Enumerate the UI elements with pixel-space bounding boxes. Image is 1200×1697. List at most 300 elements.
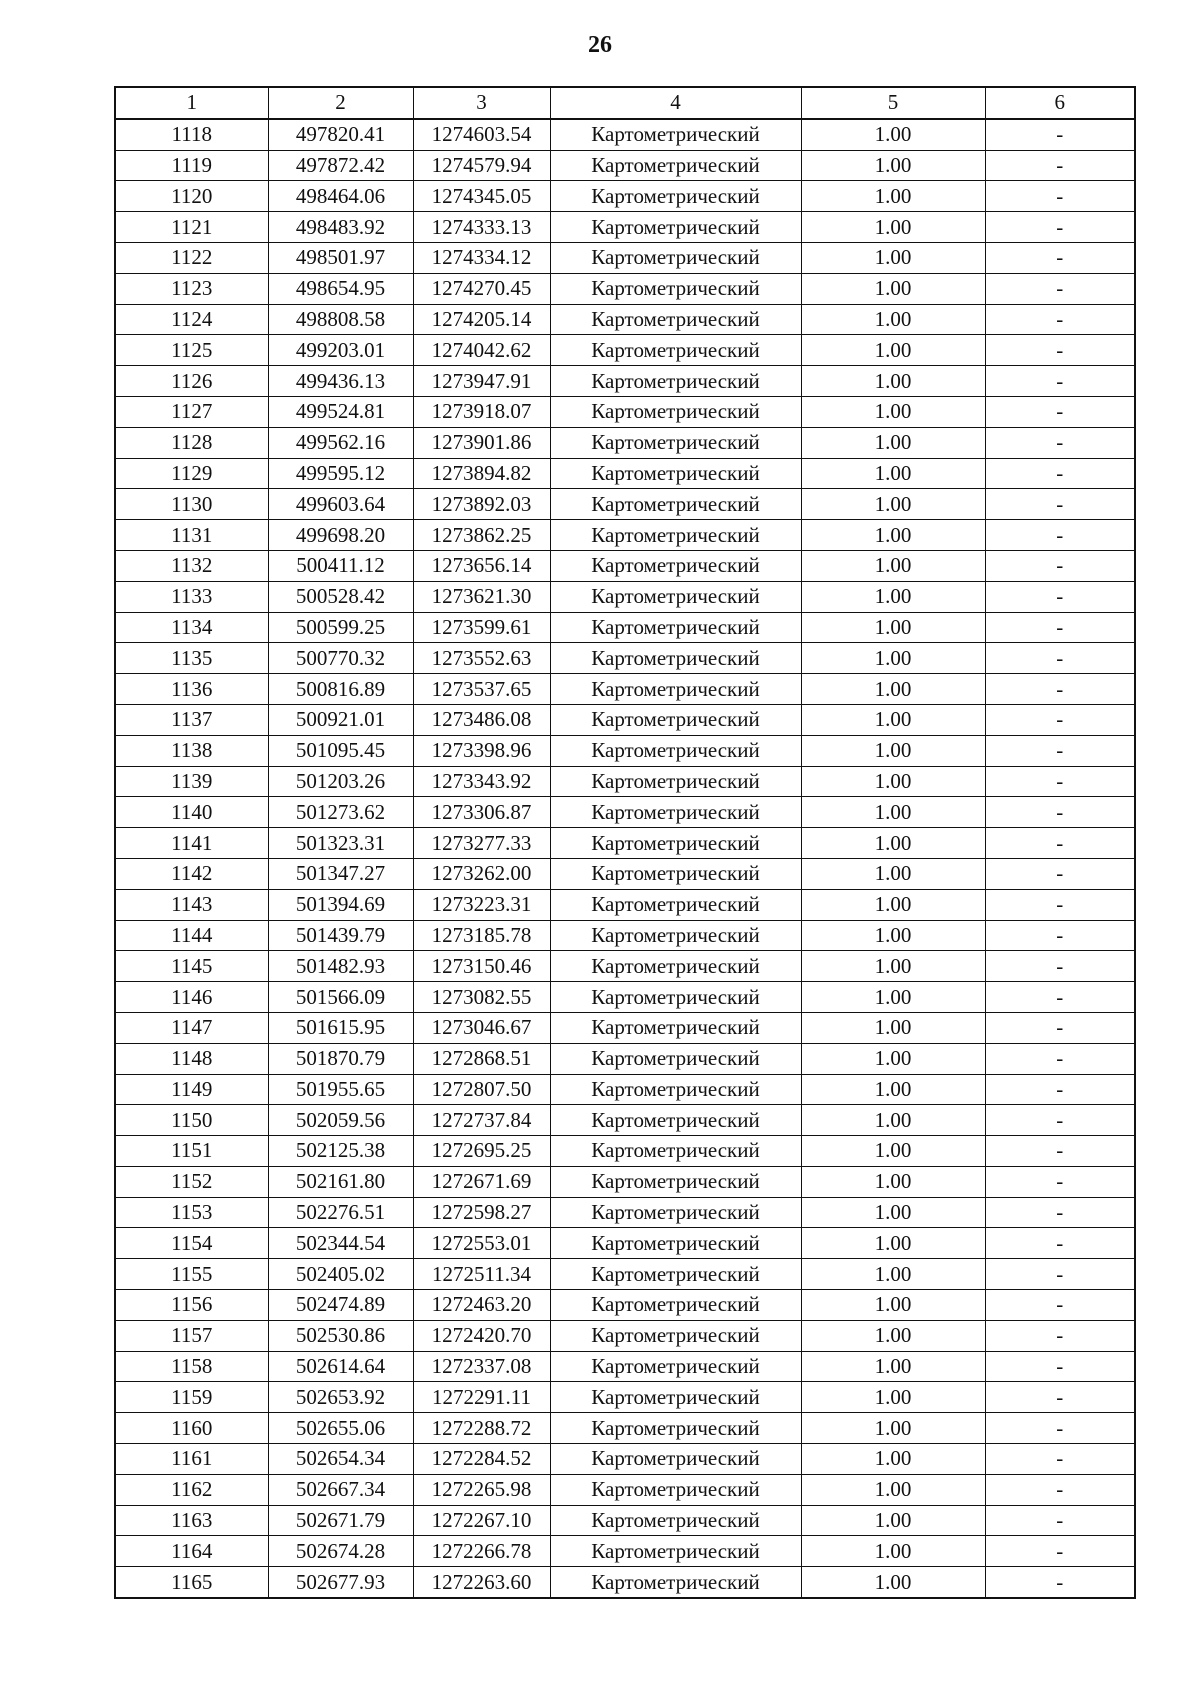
point-number-cell: 1129 <box>115 458 268 489</box>
accuracy-cell: 1.00 <box>801 920 985 951</box>
table-row <box>115 797 1135 828</box>
note-cell: - <box>985 427 1135 458</box>
note-cell: - <box>985 119 1135 150</box>
method-cell: Картометрический <box>550 150 801 181</box>
x-coordinate-cell: 501566.09 <box>268 982 413 1013</box>
point-number-cell: 1151 <box>115 1136 268 1167</box>
y-coordinate-cell: 1273262.00 <box>413 858 550 889</box>
accuracy-cell: 1.00 <box>801 366 985 397</box>
method-cell: Картометрический <box>550 1505 801 1536</box>
note-cell: - <box>985 1382 1135 1413</box>
point-number-cell: 1134 <box>115 612 268 643</box>
x-coordinate-cell: 502276.51 <box>268 1197 413 1228</box>
table-row <box>115 1382 1135 1413</box>
method-cell: Картометрический <box>550 273 801 304</box>
x-coordinate-cell: 502059.56 <box>268 1105 413 1136</box>
note-cell: - <box>985 1043 1135 1074</box>
x-coordinate-cell: 501095.45 <box>268 735 413 766</box>
table-row <box>115 458 1135 489</box>
note-cell: - <box>985 1320 1135 1351</box>
y-coordinate-cell: 1272553.01 <box>413 1228 550 1259</box>
x-coordinate-cell: 498464.06 <box>268 181 413 212</box>
y-coordinate-cell: 1272420.70 <box>413 1320 550 1351</box>
table-row <box>115 550 1135 581</box>
note-cell: - <box>985 920 1135 951</box>
x-coordinate-cell: 501394.69 <box>268 889 413 920</box>
table-row <box>115 150 1135 181</box>
method-cell: Картометрический <box>550 212 801 243</box>
y-coordinate-cell: 1273656.14 <box>413 550 550 581</box>
table-row <box>115 1259 1135 1290</box>
table-row <box>115 858 1135 889</box>
method-cell: Картометрический <box>550 581 801 612</box>
accuracy-cell: 1.00 <box>801 119 985 150</box>
y-coordinate-cell: 1273082.55 <box>413 982 550 1013</box>
note-cell: - <box>985 797 1135 828</box>
y-coordinate-cell: 1272266.78 <box>413 1536 550 1567</box>
accuracy-cell: 1.00 <box>801 1320 985 1351</box>
accuracy-cell: 1.00 <box>801 1351 985 1382</box>
accuracy-cell: 1.00 <box>801 1413 985 1444</box>
point-number-cell: 1160 <box>115 1413 268 1444</box>
note-cell: - <box>985 982 1135 1013</box>
table-row <box>115 273 1135 304</box>
y-coordinate-cell: 1272671.69 <box>413 1166 550 1197</box>
table-row <box>115 1290 1135 1321</box>
y-coordinate-cell: 1274334.12 <box>413 242 550 273</box>
x-coordinate-cell: 502677.93 <box>268 1567 413 1598</box>
x-coordinate-cell: 502125.38 <box>268 1136 413 1167</box>
point-number-cell: 1132 <box>115 550 268 581</box>
note-cell: - <box>985 1290 1135 1321</box>
y-coordinate-cell: 1272695.25 <box>413 1136 550 1167</box>
method-cell: Картометрический <box>550 458 801 489</box>
x-coordinate-cell: 499436.13 <box>268 366 413 397</box>
accuracy-cell: 1.00 <box>801 520 985 551</box>
point-number-cell: 1161 <box>115 1444 268 1475</box>
y-coordinate-cell: 1273306.87 <box>413 797 550 828</box>
x-coordinate-cell: 500921.01 <box>268 704 413 735</box>
table-row <box>115 1444 1135 1475</box>
accuracy-cell: 1.00 <box>801 304 985 335</box>
table-row <box>115 1567 1135 1598</box>
y-coordinate-cell: 1272265.98 <box>413 1474 550 1505</box>
method-cell: Картометрический <box>550 1166 801 1197</box>
y-coordinate-cell: 1274345.05 <box>413 181 550 212</box>
y-coordinate-cell: 1273150.46 <box>413 951 550 982</box>
method-cell: Картометрический <box>550 704 801 735</box>
point-number-cell: 1133 <box>115 581 268 612</box>
y-coordinate-cell: 1273621.30 <box>413 581 550 612</box>
point-number-cell: 1130 <box>115 489 268 520</box>
y-coordinate-cell: 1272284.52 <box>413 1444 550 1475</box>
x-coordinate-cell: 498654.95 <box>268 273 413 304</box>
method-cell: Картометрический <box>550 1536 801 1567</box>
table-row <box>115 1166 1135 1197</box>
method-cell: Картометрический <box>550 1136 801 1167</box>
table-row <box>115 1136 1135 1167</box>
point-number-cell: 1135 <box>115 643 268 674</box>
point-number-cell: 1124 <box>115 304 268 335</box>
x-coordinate-cell: 499603.64 <box>268 489 413 520</box>
method-cell: Картометрический <box>550 828 801 859</box>
accuracy-cell: 1.00 <box>801 1259 985 1290</box>
y-coordinate-cell: 1274205.14 <box>413 304 550 335</box>
accuracy-cell: 1.00 <box>801 1567 985 1598</box>
accuracy-cell: 1.00 <box>801 427 985 458</box>
table-row <box>115 982 1135 1013</box>
method-cell: Картометрический <box>550 1105 801 1136</box>
y-coordinate-cell: 1273046.67 <box>413 1012 550 1043</box>
table-row <box>115 119 1135 150</box>
point-number-cell: 1150 <box>115 1105 268 1136</box>
method-cell: Картометрический <box>550 119 801 150</box>
y-coordinate-cell: 1273223.31 <box>413 889 550 920</box>
point-number-cell: 1143 <box>115 889 268 920</box>
note-cell: - <box>985 212 1135 243</box>
table-row <box>115 735 1135 766</box>
note-cell: - <box>985 1474 1135 1505</box>
y-coordinate-cell: 1272267.10 <box>413 1505 550 1536</box>
x-coordinate-cell: 502405.02 <box>268 1259 413 1290</box>
point-number-cell: 1125 <box>115 335 268 366</box>
column-header-3: 3 <box>413 87 550 119</box>
accuracy-cell: 1.00 <box>801 889 985 920</box>
note-cell: - <box>985 366 1135 397</box>
method-cell: Картометрический <box>550 489 801 520</box>
x-coordinate-cell: 501439.79 <box>268 920 413 951</box>
column-header-1: 1 <box>115 87 268 119</box>
note-cell: - <box>985 1074 1135 1105</box>
y-coordinate-cell: 1273894.82 <box>413 458 550 489</box>
accuracy-cell: 1.00 <box>801 797 985 828</box>
y-coordinate-cell: 1273277.33 <box>413 828 550 859</box>
accuracy-cell: 1.00 <box>801 458 985 489</box>
method-cell: Картометрический <box>550 427 801 458</box>
note-cell: - <box>985 489 1135 520</box>
accuracy-cell: 1.00 <box>801 612 985 643</box>
point-number-cell: 1119 <box>115 150 268 181</box>
y-coordinate-cell: 1273486.08 <box>413 704 550 735</box>
table-row <box>115 889 1135 920</box>
accuracy-cell: 1.00 <box>801 735 985 766</box>
note-cell: - <box>985 396 1135 427</box>
accuracy-cell: 1.00 <box>801 1382 985 1413</box>
method-cell: Картометрический <box>550 1290 801 1321</box>
accuracy-cell: 1.00 <box>801 828 985 859</box>
point-number-cell: 1145 <box>115 951 268 982</box>
x-coordinate-cell: 502530.86 <box>268 1320 413 1351</box>
note-cell: - <box>985 766 1135 797</box>
note-cell: - <box>985 581 1135 612</box>
table-row <box>115 212 1135 243</box>
accuracy-cell: 1.00 <box>801 1290 985 1321</box>
accuracy-cell: 1.00 <box>801 1105 985 1136</box>
page-number: 26 <box>588 32 612 58</box>
note-cell: - <box>985 550 1135 581</box>
note-cell: - <box>985 1444 1135 1475</box>
accuracy-cell: 1.00 <box>801 181 985 212</box>
x-coordinate-cell: 499595.12 <box>268 458 413 489</box>
y-coordinate-cell: 1272868.51 <box>413 1043 550 1074</box>
table-row <box>115 396 1135 427</box>
method-cell: Картометрический <box>550 550 801 581</box>
table-row <box>115 951 1135 982</box>
y-coordinate-cell: 1272463.20 <box>413 1290 550 1321</box>
method-cell: Картометрический <box>550 858 801 889</box>
table-row <box>115 643 1135 674</box>
x-coordinate-cell: 499203.01 <box>268 335 413 366</box>
note-cell: - <box>985 150 1135 181</box>
point-number-cell: 1164 <box>115 1536 268 1567</box>
point-number-cell: 1146 <box>115 982 268 1013</box>
point-number-cell: 1136 <box>115 674 268 705</box>
x-coordinate-cell: 502667.34 <box>268 1474 413 1505</box>
note-cell: - <box>985 889 1135 920</box>
accuracy-cell: 1.00 <box>801 212 985 243</box>
column-header-5: 5 <box>801 87 985 119</box>
table-row <box>115 242 1135 273</box>
accuracy-cell: 1.00 <box>801 1197 985 1228</box>
accuracy-cell: 1.00 <box>801 1536 985 1567</box>
note-cell: - <box>985 704 1135 735</box>
note-cell: - <box>985 674 1135 705</box>
point-number-cell: 1154 <box>115 1228 268 1259</box>
table-row <box>115 1351 1135 1382</box>
y-coordinate-cell: 1274579.94 <box>413 150 550 181</box>
x-coordinate-cell: 502671.79 <box>268 1505 413 1536</box>
method-cell: Картометрический <box>550 366 801 397</box>
y-coordinate-cell: 1274042.62 <box>413 335 550 366</box>
x-coordinate-cell: 502655.06 <box>268 1413 413 1444</box>
accuracy-cell: 1.00 <box>801 1474 985 1505</box>
note-cell: - <box>985 1228 1135 1259</box>
table-row <box>115 1105 1135 1136</box>
accuracy-cell: 1.00 <box>801 982 985 1013</box>
y-coordinate-cell: 1272598.27 <box>413 1197 550 1228</box>
table-row <box>115 704 1135 735</box>
method-cell: Картометрический <box>550 520 801 551</box>
method-cell: Картометрический <box>550 982 801 1013</box>
table-row <box>115 1536 1135 1567</box>
note-cell: - <box>985 242 1135 273</box>
method-cell: Картометрический <box>550 1351 801 1382</box>
x-coordinate-cell: 501203.26 <box>268 766 413 797</box>
method-cell: Картометрический <box>550 1382 801 1413</box>
table-row <box>115 1228 1135 1259</box>
y-coordinate-cell: 1272337.08 <box>413 1351 550 1382</box>
note-cell: - <box>985 1567 1135 1598</box>
coordinates-table <box>114 86 1136 1599</box>
point-number-cell: 1158 <box>115 1351 268 1382</box>
accuracy-cell: 1.00 <box>801 273 985 304</box>
method-cell: Картометрический <box>550 643 801 674</box>
method-cell: Картометрический <box>550 612 801 643</box>
y-coordinate-cell: 1272807.50 <box>413 1074 550 1105</box>
table-row <box>115 1012 1135 1043</box>
note-cell: - <box>985 735 1135 766</box>
method-cell: Картометрический <box>550 674 801 705</box>
table-row <box>115 674 1135 705</box>
accuracy-cell: 1.00 <box>801 581 985 612</box>
x-coordinate-cell: 502474.89 <box>268 1290 413 1321</box>
accuracy-cell: 1.00 <box>801 1074 985 1105</box>
method-cell: Картометрический <box>550 797 801 828</box>
x-coordinate-cell: 497820.41 <box>268 119 413 150</box>
table-row <box>115 520 1135 551</box>
method-cell: Картометрический <box>550 1474 801 1505</box>
note-cell: - <box>985 520 1135 551</box>
point-number-cell: 1165 <box>115 1567 268 1598</box>
note-cell: - <box>985 335 1135 366</box>
point-number-cell: 1121 <box>115 212 268 243</box>
note-cell: - <box>985 643 1135 674</box>
table-row <box>115 766 1135 797</box>
accuracy-cell: 1.00 <box>801 858 985 889</box>
note-cell: - <box>985 1105 1135 1136</box>
y-coordinate-cell: 1272288.72 <box>413 1413 550 1444</box>
x-coordinate-cell: 500411.12 <box>268 550 413 581</box>
method-cell: Картометрический <box>550 1074 801 1105</box>
note-cell: - <box>985 458 1135 489</box>
accuracy-cell: 1.00 <box>801 150 985 181</box>
x-coordinate-cell: 499524.81 <box>268 396 413 427</box>
table-row <box>115 1197 1135 1228</box>
point-number-cell: 1153 <box>115 1197 268 1228</box>
point-number-cell: 1159 <box>115 1382 268 1413</box>
y-coordinate-cell: 1273185.78 <box>413 920 550 951</box>
table-body <box>115 119 1135 1598</box>
x-coordinate-cell: 500816.89 <box>268 674 413 705</box>
point-number-cell: 1128 <box>115 427 268 458</box>
point-number-cell: 1127 <box>115 396 268 427</box>
point-number-cell: 1139 <box>115 766 268 797</box>
x-coordinate-cell: 500599.25 <box>268 612 413 643</box>
point-number-cell: 1157 <box>115 1320 268 1351</box>
accuracy-cell: 1.00 <box>801 396 985 427</box>
x-coordinate-cell: 499562.16 <box>268 427 413 458</box>
method-cell: Картометрический <box>550 181 801 212</box>
table-row <box>115 1320 1135 1351</box>
method-cell: Картометрический <box>550 1413 801 1444</box>
point-number-cell: 1152 <box>115 1166 268 1197</box>
note-cell: - <box>985 1259 1135 1290</box>
x-coordinate-cell: 501870.79 <box>268 1043 413 1074</box>
accuracy-cell: 1.00 <box>801 242 985 273</box>
column-header-4: 4 <box>550 87 801 119</box>
table-row <box>115 427 1135 458</box>
accuracy-cell: 1.00 <box>801 335 985 366</box>
accuracy-cell: 1.00 <box>801 704 985 735</box>
point-number-cell: 1147 <box>115 1012 268 1043</box>
x-coordinate-cell: 501955.65 <box>268 1074 413 1105</box>
note-cell: - <box>985 273 1135 304</box>
table-row <box>115 920 1135 951</box>
y-coordinate-cell: 1273343.92 <box>413 766 550 797</box>
y-coordinate-cell: 1272511.34 <box>413 1259 550 1290</box>
y-coordinate-cell: 1274270.45 <box>413 273 550 304</box>
method-cell: Картометрический <box>550 304 801 335</box>
method-cell: Картометрический <box>550 1259 801 1290</box>
method-cell: Картометрический <box>550 1197 801 1228</box>
y-coordinate-cell: 1274333.13 <box>413 212 550 243</box>
x-coordinate-cell: 500770.32 <box>268 643 413 674</box>
point-number-cell: 1149 <box>115 1074 268 1105</box>
y-coordinate-cell: 1273552.63 <box>413 643 550 674</box>
table-row <box>115 581 1135 612</box>
point-number-cell: 1162 <box>115 1474 268 1505</box>
x-coordinate-cell: 502674.28 <box>268 1536 413 1567</box>
accuracy-cell: 1.00 <box>801 1136 985 1167</box>
y-coordinate-cell: 1273918.07 <box>413 396 550 427</box>
x-coordinate-cell: 502653.92 <box>268 1382 413 1413</box>
point-number-cell: 1137 <box>115 704 268 735</box>
point-number-cell: 1122 <box>115 242 268 273</box>
accuracy-cell: 1.00 <box>801 1444 985 1475</box>
point-number-cell: 1141 <box>115 828 268 859</box>
y-coordinate-cell: 1273947.91 <box>413 366 550 397</box>
method-cell: Картометрический <box>550 1567 801 1598</box>
method-cell: Картометрический <box>550 951 801 982</box>
column-header-2: 2 <box>268 87 413 119</box>
x-coordinate-cell: 501323.31 <box>268 828 413 859</box>
note-cell: - <box>985 1197 1135 1228</box>
note-cell: - <box>985 1536 1135 1567</box>
table-row <box>115 1074 1135 1105</box>
table-row <box>115 366 1135 397</box>
accuracy-cell: 1.00 <box>801 1166 985 1197</box>
y-coordinate-cell: 1273892.03 <box>413 489 550 520</box>
accuracy-cell: 1.00 <box>801 951 985 982</box>
note-cell: - <box>985 612 1135 643</box>
note-cell: - <box>985 1012 1135 1043</box>
point-number-cell: 1144 <box>115 920 268 951</box>
table-row <box>115 335 1135 366</box>
note-cell: - <box>985 858 1135 889</box>
y-coordinate-cell: 1272263.60 <box>413 1567 550 1598</box>
method-cell: Картометрический <box>550 242 801 273</box>
x-coordinate-cell: 501273.62 <box>268 797 413 828</box>
point-number-cell: 1138 <box>115 735 268 766</box>
accuracy-cell: 1.00 <box>801 1012 985 1043</box>
y-coordinate-cell: 1273537.65 <box>413 674 550 705</box>
y-coordinate-cell: 1273398.96 <box>413 735 550 766</box>
x-coordinate-cell: 498501.97 <box>268 242 413 273</box>
point-number-cell: 1120 <box>115 181 268 212</box>
note-cell: - <box>985 304 1135 335</box>
note-cell: - <box>985 181 1135 212</box>
note-cell: - <box>985 1166 1135 1197</box>
column-header-6: 6 <box>985 87 1135 119</box>
y-coordinate-cell: 1274603.54 <box>413 119 550 150</box>
y-coordinate-cell: 1272737.84 <box>413 1105 550 1136</box>
x-coordinate-cell: 498808.58 <box>268 304 413 335</box>
point-number-cell: 1142 <box>115 858 268 889</box>
x-coordinate-cell: 501482.93 <box>268 951 413 982</box>
y-coordinate-cell: 1273862.25 <box>413 520 550 551</box>
method-cell: Картометрический <box>550 766 801 797</box>
note-cell: - <box>985 828 1135 859</box>
y-coordinate-cell: 1272291.11 <box>413 1382 550 1413</box>
method-cell: Картометрический <box>550 1012 801 1043</box>
x-coordinate-cell: 499698.20 <box>268 520 413 551</box>
method-cell: Картометрический <box>550 335 801 366</box>
method-cell: Картометрический <box>550 1043 801 1074</box>
table-row <box>115 828 1135 859</box>
table-row <box>115 612 1135 643</box>
y-coordinate-cell: 1273599.61 <box>413 612 550 643</box>
point-number-cell: 1148 <box>115 1043 268 1074</box>
